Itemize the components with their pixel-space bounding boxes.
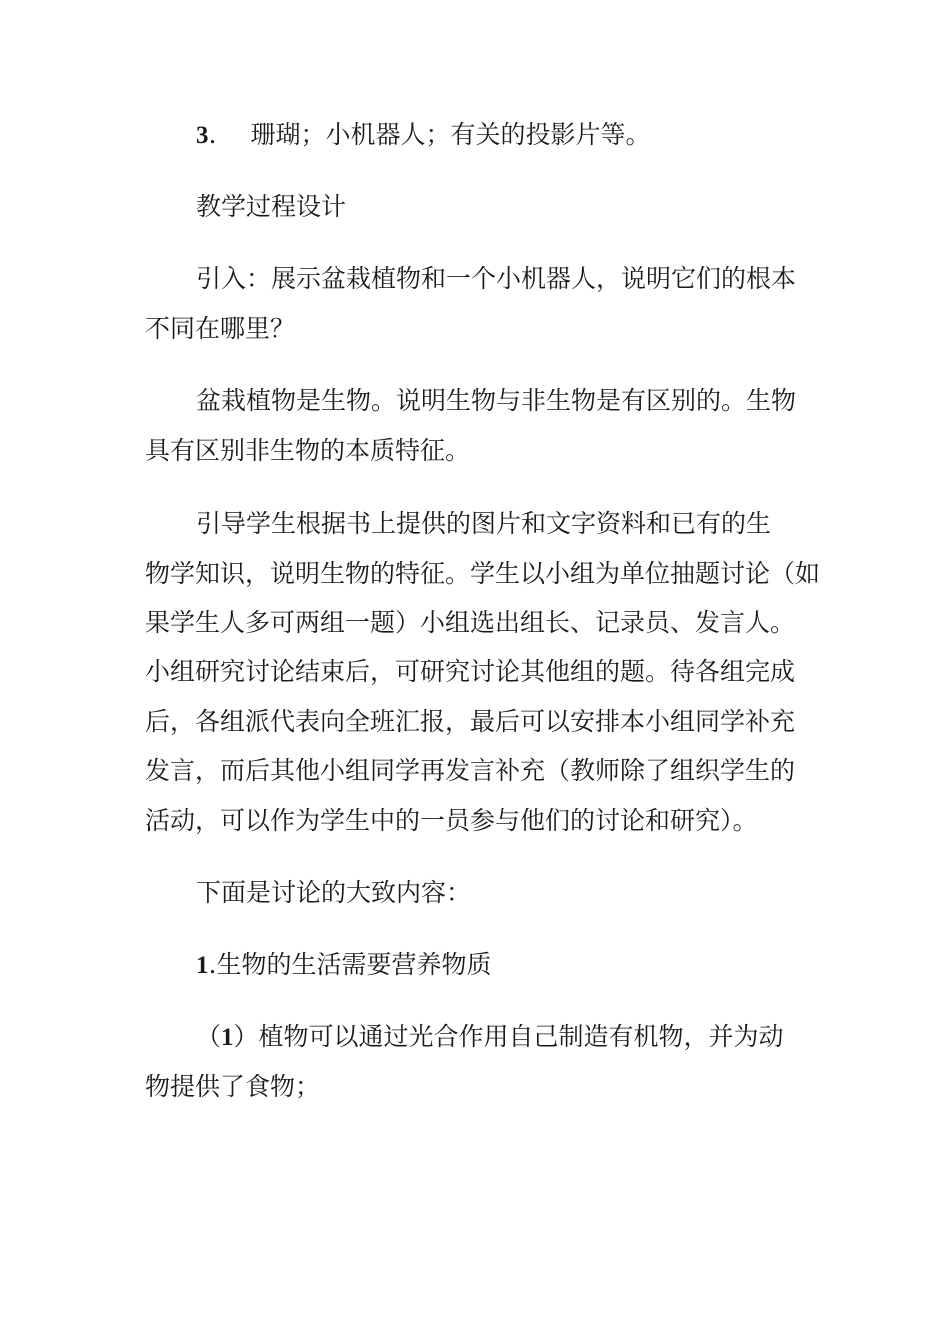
paragraph-2-line-7: 活动，可以作为学生中的一员参与他们的讨论和研究）。 (145, 806, 758, 835)
intro-line-2: 不同在哪里？ (145, 314, 296, 343)
sub-item-1-line-1 (196, 1018, 876, 1056)
sub-item-number: 1 (221, 1024, 234, 1051)
sub-item-close-paren: ） (233, 1022, 259, 1051)
list-number: 1 (196, 952, 209, 979)
list-separator: . (208, 950, 217, 979)
list-item-1 (196, 946, 876, 984)
discussion-intro: 下面是讨论的大致内容： (196, 878, 472, 907)
intro-line-1: 引入：展示盆栽植物和一个小机器人，说明它们的根本 (196, 264, 797, 293)
paragraph-2-line-3: 果学生人多可两组一题）小组选出组长、记录员、发言人。 (145, 608, 796, 637)
list-item-text: 生物的生活需要营养物质 (216, 950, 492, 979)
sub-item-open-paren: （ (196, 1022, 222, 1051)
paragraph-2-line-1: 引导学生根据书上提供的图片和文字资料和已有的生 (196, 509, 772, 538)
sub-item-text: 植物可以通过光合作用自己制造有机物，并为动 (258, 1022, 784, 1051)
list-number: 3 (196, 122, 209, 149)
paragraph-2-line-4: 小组研究讨论结束后，可研究讨论其他组的题。待各组完成 (145, 657, 796, 686)
paragraph-2-line-2: 物学知识，说明生物的特征。学生以小组为单位抽题讨论（如 (145, 559, 821, 588)
paragraph-1-line-2: 具有区别非生物的本质特征。 (145, 436, 471, 465)
sub-item-1-line-2: 物提供了食物； (145, 1072, 321, 1101)
paragraph-2-line-5: 后，各组派代表向全班汇报，最后可以安排本小组同学补充 (145, 707, 796, 736)
section-heading: 教学过程设计 (196, 192, 347, 221)
paragraph-2-line-6: 发言，而后其他小组同学再发言补充（教师除了组织学生的 (145, 756, 796, 785)
paragraph-1-line-1: 盆栽植物是生物。说明生物与非生物是有区别的。生物 (196, 386, 797, 415)
list-separator: . (208, 120, 217, 149)
list-item-text: 珊瑚；小机器人；有关的投影片等。 (250, 120, 651, 149)
list-item-3 (196, 116, 876, 154)
